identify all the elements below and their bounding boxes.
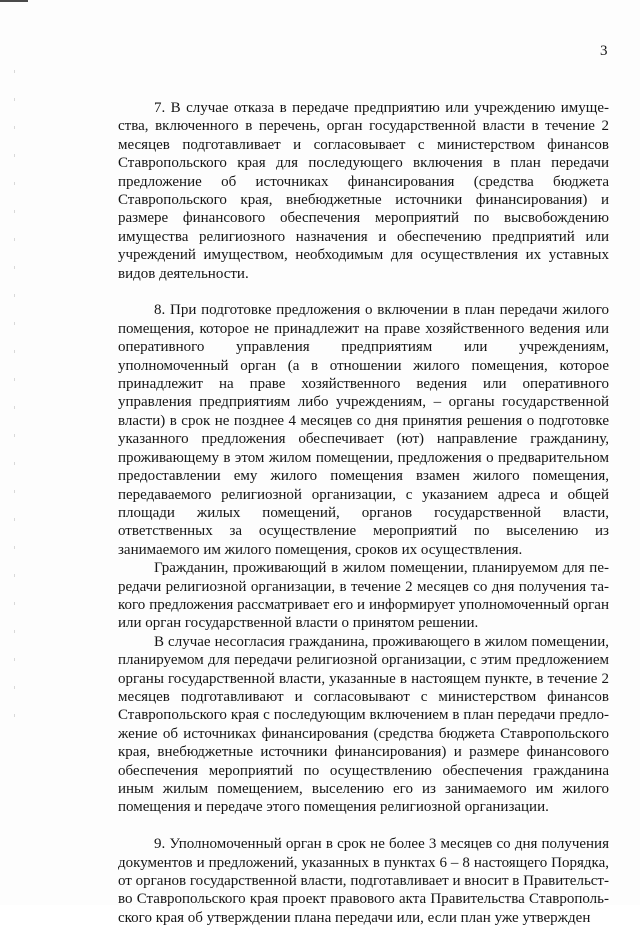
- paragraph-8: 8. При подготовке предложения о включении в план передачи жилого помещения, которое не принадлежит на праве хозяйственного ведения или оперативного управления предприятиям или учреждениям, уполномоченный орган (а в отношении жилого помещения, которое принадлежит на праве хозяйственного ведения или оперативного управления предприятиям либо учреждениям, – органы государственной власти) в срок не позднее 4 месяцев со дня принятия решения о подготовке указанного предложения обеспечивает (ют) направление гражданину, проживающему в этом жилом помещении, предложения о предварительном предоставлении ему жилого помещения взамен жилого помещения, передаваемого религиозной организации, с указанием адреса и общей площади жилых помещений, органов государственной власти, ответственных за осуществление мероприятий по выселению из занимаемого им жилого помещения, сроков их осуществления.: [118, 302, 609, 558]
- paragraph-8-citizen-response: Гражданин, проживающий в жилом помещении, планируемом для передачи религиозной организации, в течение 2 месяцев со дня получения такого предложения рассматривает его и информирует уполномоченный орган или орган государственной власти о принятом решении.: [118, 560, 609, 632]
- document-body: [118, 99, 609, 927]
- paragraph-7: 7. В случае отказа в передаче предприятию или учреждению имущества, включенного в перечень, орган государственной власти в течение 2 месяцев подготавливает и согласовывает с министерством финансов Ставропольского края для последующего включения в план передачи предложение об источниках финансирования (средства бюджета Ставропольского края, внебюджетные источники финансирования) и размере финансового обеспечения мероприятий по высвобождению имущества религиозного назначения и обеспечению предприятий или учреждений имуществом, необходимым для осуществления их уставных видов деятельности.: [118, 100, 609, 282]
- scan-artifact-mark: [0, 0, 28, 2]
- scan-artifact-binding-marks: [14, 70, 15, 720]
- paragraph-9: 9. Уполномоченный орган в срок не более 3 месяцев со дня получения документов и предложений, указанных в пунктах 6 – 8 настоящего Порядка, от органов государственной власти, подготавливает и вносит в Правительство Ставропольского края проект правового акта Правительства Ставропольского края об утверждении плана передачи или, если план уже утвержден: [118, 836, 609, 926]
- paragraph-8-disagreement: В случае несогласия гражданина, проживающего в жилом помещении, планируемом для передачи религиозной организации, с этим предложением органы государственной власти, указанные в настоящем пункте, в течение 2 месяцев подготавливают и согласовывают с министерством финансов Ставропольского края с последующим включением в план передачи предложение об источниках финансирования (средства бюджета Ставропольского края, внебюджетные источники финансирования) и размере финансового обеспечения мероприятий по осуществлению обеспечения гражданина иным жилым помещением, выселению его из занимаемого им жилого помещения и передаче этого помещения религиозной организации.: [118, 633, 609, 816]
- page-number: 3: [600, 43, 608, 59]
